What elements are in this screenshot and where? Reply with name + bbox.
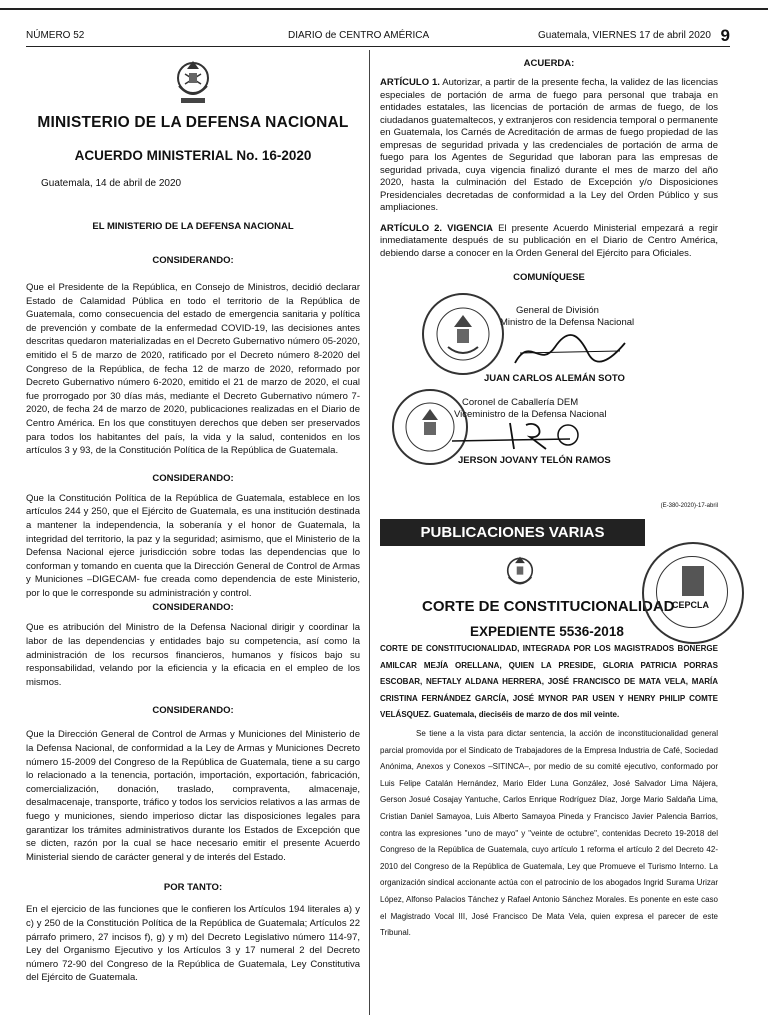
cepcla-seal [642,542,744,644]
court-title: CORTE DE CONSTITUCIONALIDAD [422,598,675,615]
considerando-paragraph: Que el Presidente de la República, en Consejo de Ministros, decidió declarar Estado de Calamidad Pública en todo el territorio de la República de Guatemala, como consecuencia del estado de emergencia sanitaria y política de prevención y combate de la enfermedad COVID-19, las decisiones antes descritas quedaron materializadas en el Decreto Gubernativo número 05-2020, emitido el 5 de marzo de 2020, ratificado por el Decreto número 8-2020 del Congreso de la República, de fecha 12 de marzo de 2020, reformado por Decreto Gubernativo número 6-2020, emitido el 21 de marzo de 2020, el cual fue prorrogado por 30 días más, mediante el Decreto Gubernativo número 7-2020, de fecha 24 de marzo de 2020, publicaciones realizadas en el Diario de Centro América. En los que constituyen derechos que deben ser preservados para todos los habitantes del país, la vida y la salud, contenidos en los artículos 3 y 93, de la Constitución Política de la República de Guatemala. [26,282,360,457]
article-1-text: Autorizar, a partir de la presente fecha, la validez de las licencias especiales de portación de arma de fuego para personal que trabaja en entidades estatales, las licencias de portación de armas de fuego, de los ciudadanos guatemaltecos, y extranjeros con residencia temporal o permanente en Guatemala, los Carnés de Acreditación de armas de fuego propiedad de las empresas de seguridad privada y las credenciales de portación de arma de fuego para los Agentes de Seguridad que laboran para las empresas de seguridad privada, cuya vigencia finalizó durante el mes de marzo del año 2020, hasta la culminación del Estado de Excepción y/o Disposiciones Presidenciales decretadas de conformidad a la Ley del Orden Público y sus ampliaciones. [380,77,718,213]
header-rule [26,46,730,47]
issue-date: Guatemala, VIERNES 17 de abril 2020 [538,30,711,41]
coat-of-arms-icon [502,552,538,594]
place-date: Guatemala, 14 de abril de 2020 [41,178,182,189]
signer-1-rank: General de División [516,305,599,316]
ministry-stamp-icon [420,291,506,377]
ruling-body: Se tiene a la vista para dictar sentencia, la acción de inconstitucionalidad general parcial promovida por el Sindicato de Trabajadores de la Empresa Industria de Café, Sociedad Anónima, Anexos y Conexos –SITINCA–, por medio de su comité ejecutivo, conformado por Luis Felipe Catalán Hernández, Mario Elder Luna González, José Salvador Lima Nájera, Gerson Josué Cosajay Yantuche, Carlos Enrique Rodríguez Díaz, Jorge Mario Saldaña Lima, Cristian Daniel Samayoa, Luis Alberto Samayoa Pineda y Francisco Javier Palencia Barrios, contra las expresiones "uno de mayo" y "veinte de octubre", contenidas Decreto 19-2018 del Congreso de la República de Guatemala, cuyo artículo 1 reforma el artículo 2 del Decreto 42-2010 del Congreso de la República de Guatemala, Ley que Promueve el Turismo Interno. La organización sindical accionante actúa con el patrocinio de los abogados Ingrid Surama Urizar López, Alfonso Palacios Tánchez y Rafael Antonio Sánchez Morales. Es ponente en este caso el Magistrado Vocal III, José Francisco De Mata Vela, quien expresa el parecer de este Tribunal. [380,728,718,938]
considerando-paragraph: Que la Dirección General de Control de Armas y Municiones del Ministerio de la Defensa Nacional, de conformidad a la Ley de Armas y Municiones Decreto número 15-2009 del Congreso de la República de Guatemala, tiene a su cargo lo relacionado a la tenencia, portación, importación, exportación, fabricación, comercialización, donación, traslado, compraventa, almacenaje, desalmacenaje, transporte, tráfico y todos los servicios relativos a las armas de fuego y municiones, siendo imperioso dictar las disposiciones legales para garantizar los trámites administrativos durante los Estados de Excepción que se dicten, razón por la cual se hace necesario emitir el presente Acuerdo Ministerial siendo de carácter general y de interés del Estado. [26,729,360,863]
signature-1-icon [510,333,630,369]
signature-block [380,283,718,473]
expediente-title: EXPEDIENTE 5536-2018 [470,624,624,639]
signer-1-title: Ministro de la Defensa Nacional [500,317,635,328]
article-1-label: ARTÍCULO 1. [380,77,440,88]
article-2 [380,223,718,261]
comuniquese-heading: COMUNÍQUESE [513,272,585,283]
signer-2-title: Viceministro de la Defensa Nacional [454,409,607,420]
por-tanto-paragraph: En el ejercicio de las funciones que le confieren los Artículos 194 literales a) y c) y 250 de la Constitución Política de la República de Guatemala; Artículos 22 párrafo primero, 27 incisos f), g) y m) del Decreto Legislativo número 114-97, Ley del Organismo Ejecutivo y los Artículos 3 y 17 numeral 2 del Decreto número 72-90 del Congreso de la República de Guatemala, Ley Constitutiva del Ejército de Guatemala. [26,904,360,984]
signature-2-icon [450,419,590,453]
publication-reference: (E-380-2020)-17-abril [660,503,718,509]
article-2-text: El presente Acuerdo Ministerial empezará a regir inmediatamente después de su publicación en el Diario de Centro América, debiendo darse a conocer en la Orden General del Ejército para Oficiales. [380,222,719,259]
considerando-heading: CONSIDERANDO: [152,602,234,614]
page-number: 9 [720,26,730,45]
issuer-heading: EL MINISTERIO DE LA DEFENSA NACIONAL [92,221,294,232]
considerando-heading: CONSIDERANDO: [152,255,234,266]
agreement-title: ACUERDO MINISTERIAL No. 16-2020 [74,148,312,163]
right-column [380,50,718,942]
por-tanto-heading: POR TANTO: [163,882,223,894]
considerando-paragraph: Que es atribución del Ministro de la Defensa Nacional dirigir y coordinar la labor de las dependencias y entidades bajo su competencia, así como la administración de los recursos financieros, humanos y físicos bajo su responsabilidad, velando por la eficiencia y la eficacia en el empleo de los mismos. [26,622,360,688]
acuerda-heading: ACUERDA: [523,58,575,69]
issue-number: NÚMERO 52 [26,30,85,41]
considerando-heading: CONSIDERANDO: [152,472,234,484]
ministry-title: MINISTERIO DE LA DEFENSA NACIONAL [37,114,349,131]
newspaper-name: DIARIO de CENTRO AMÉRICA [288,30,430,41]
considerando-heading: CONSIDERANDO: [152,705,234,717]
signer-2-name: JERSON JOVANY TELÓN RAMOS [458,455,611,466]
top-border [0,8,768,10]
article-1 [380,77,718,215]
considerando-paragraph: Que la Constitución Política de la República de Guatemala, establece en los artículos 244 y 250, que el Ejército de Guatemala, es una institución destinada a mantener la independencia, la soberanía y el honor de Guatemala, la integridad del territorio, la paz y la seguridad; asimismo, que el Ministerio de la Defensa Nacional ejerce jurisdicción sobre todas las dependencias que lo conforman y tomando en cuenta que la Dirección General de Control de Armas y Municiones –DIGECAM- fue creada como dependencia de este Ministerio, por lo que le corresponde su administración y control. [26,492,360,599]
signer-1-name: JUAN CARLOS ALEMÁN SOTO [484,373,625,384]
cepcla-label: CEPCLA [672,600,710,610]
signer-2-rank: Coronel de Caballería DEM [462,397,579,408]
left-column [26,50,360,985]
coat-of-arms-icon [171,56,215,106]
ruling-intro: CORTE DE CONSTITUCIONALIDAD, INTEGRADA POR LOS MAGISTRADOS BONERGE AMILCAR MEJÍA ORELLANA, QUIEN LA PRESIDE, GLORIA PATRICIA PORRAS ESCOBAR, NEFTALY ALDANA HERRERA, JOSÉ FRANCISCO DE MATA VELA, MARÍA CRISTINA FERNÁNDEZ GARCÍA, JOSÉ MYNOR PAR USEN Y HENRY PHILIP COMTE VELÁSQUEZ. Guatemala, dieciséis de marzo de dos mil veinte. [380,644,718,720]
page-header [26,26,730,46]
article-2-label: ARTÍCULO 2. VIGENCIA [380,222,494,234]
section-banner: PUBLICACIONES VARIAS [380,519,645,546]
column-divider [369,50,370,1015]
